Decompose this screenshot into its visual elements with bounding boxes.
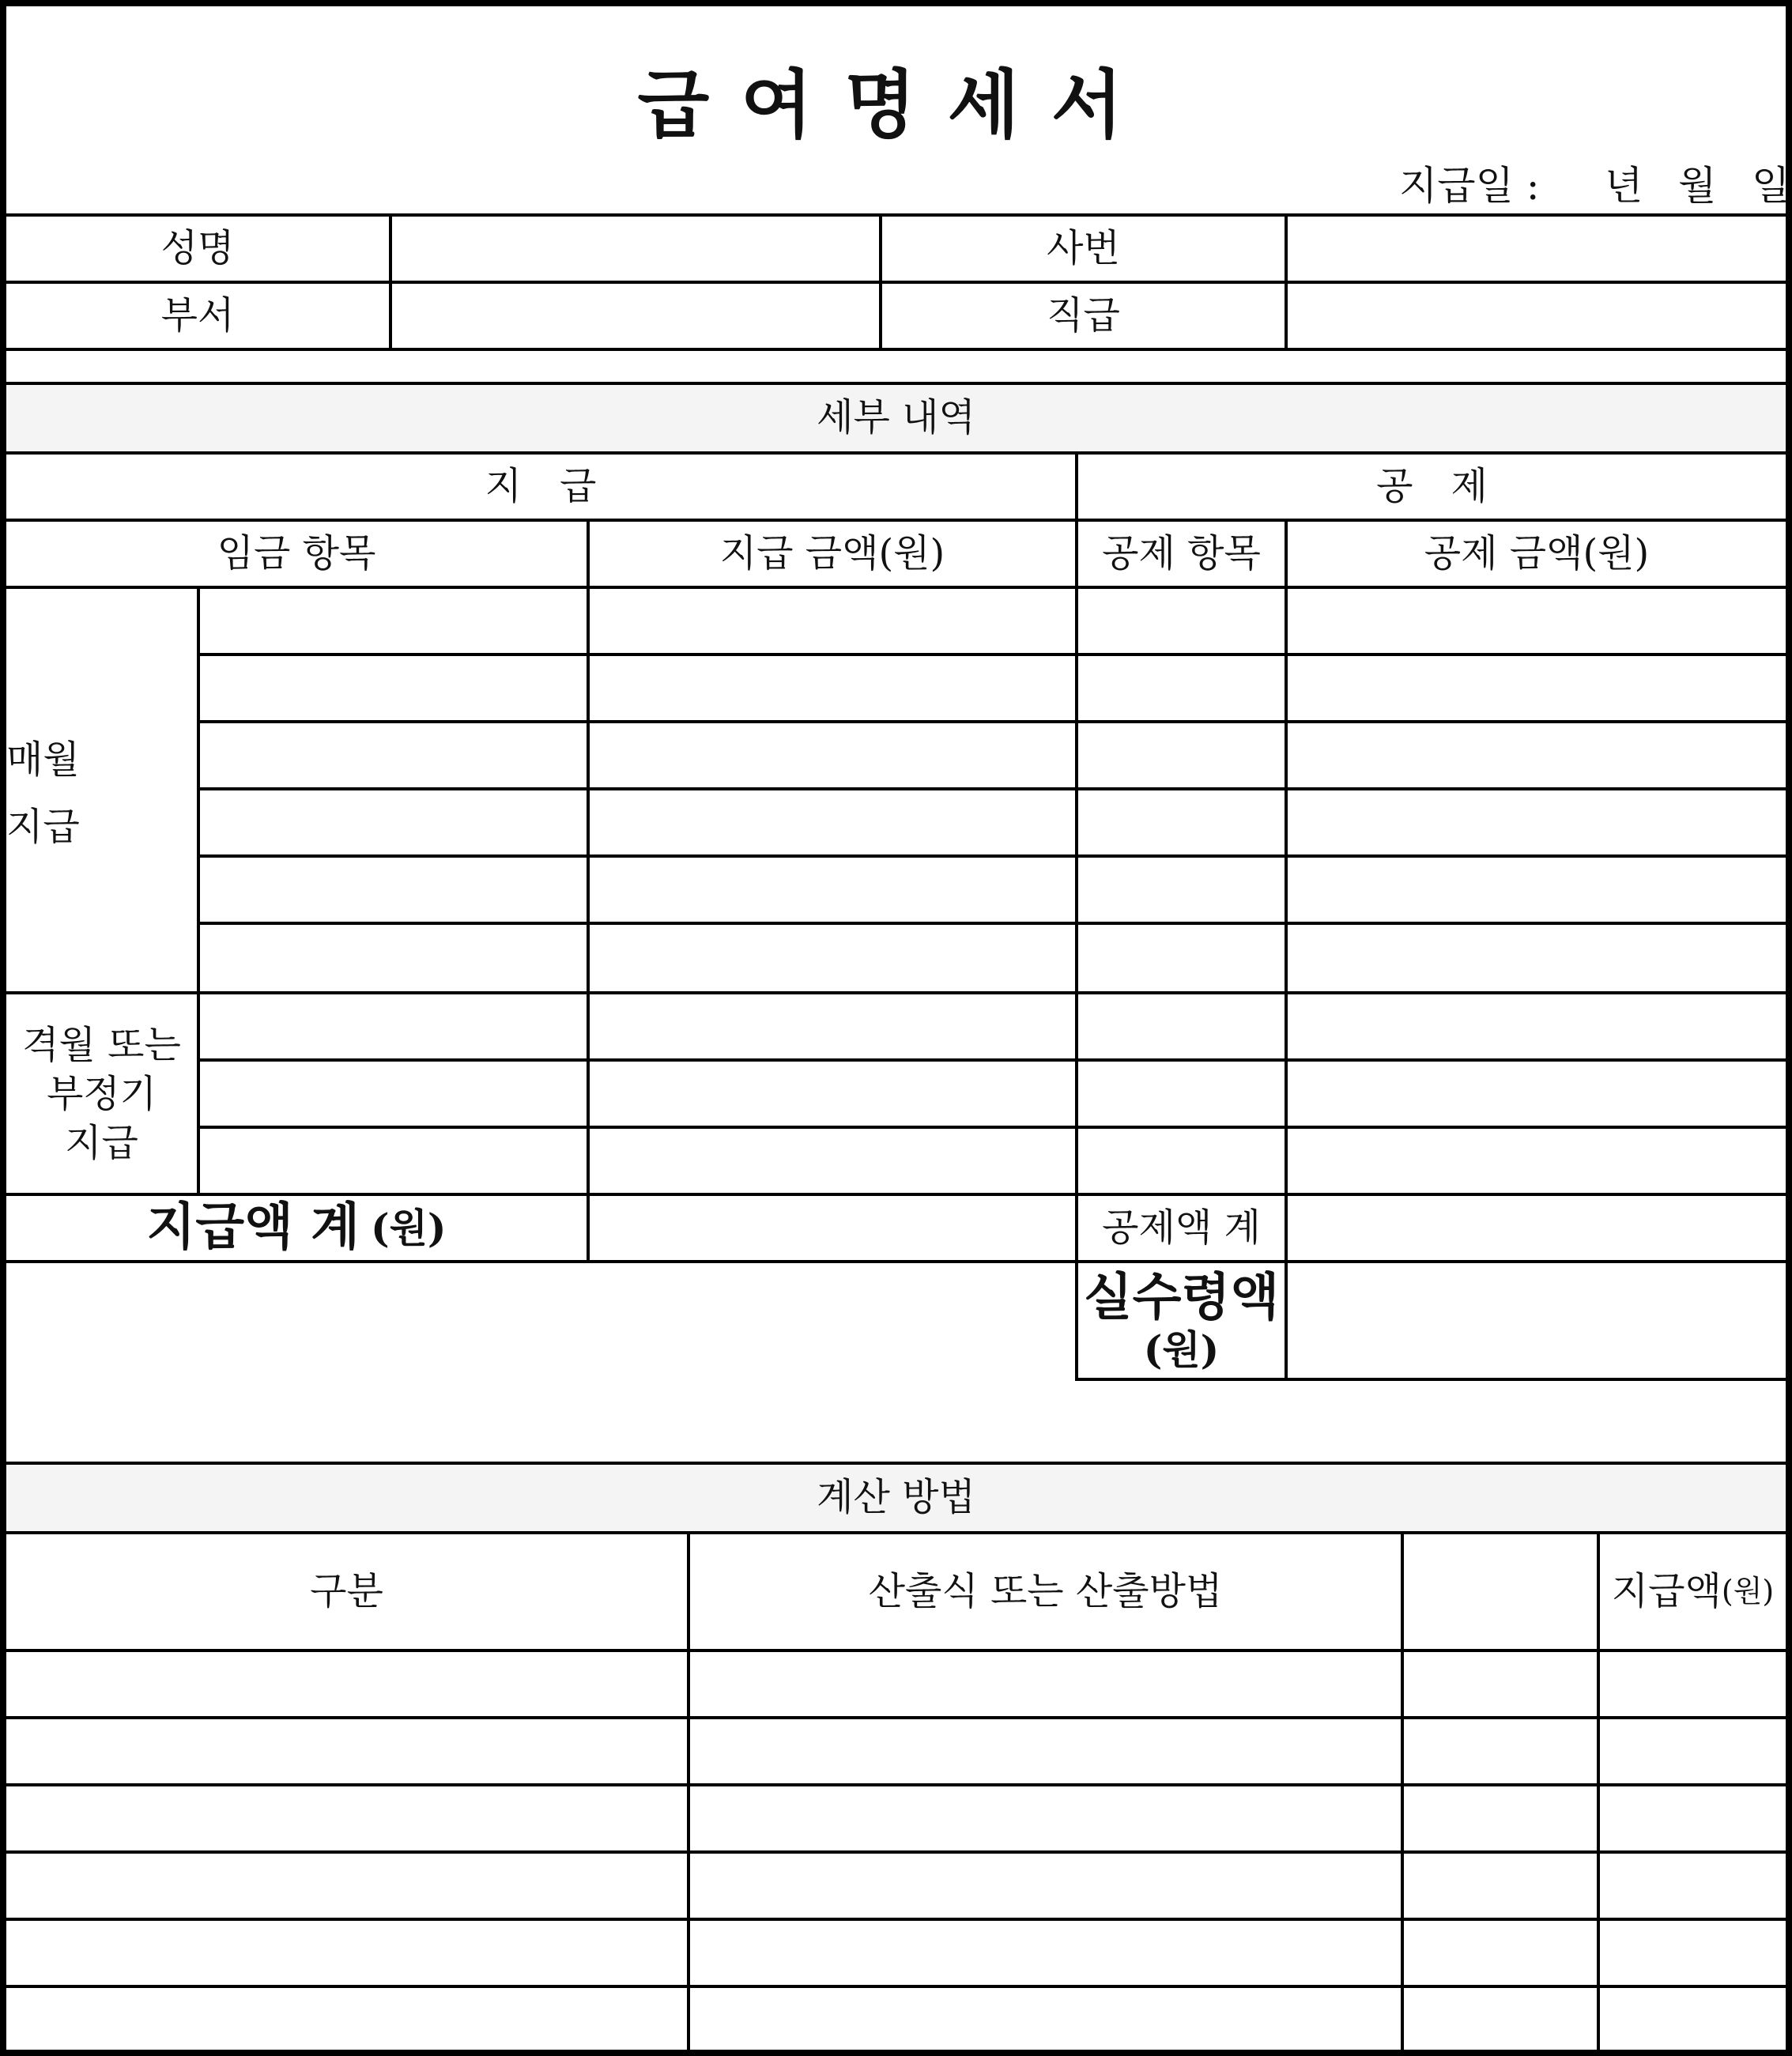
grid-line — [587, 519, 590, 1263]
pay-date — [6, 160, 1790, 211]
grid-line — [6, 1649, 1786, 1652]
grid-line — [197, 720, 1786, 723]
deduction-item-header: 공제 항목 — [1102, 530, 1261, 575]
deduction-amount-header: 공제 금액(원) — [1424, 530, 1650, 575]
grid-line — [6, 1850, 1786, 1854]
grid-line — [197, 1126, 1786, 1129]
pay-date-month: 월 — [1678, 163, 1717, 209]
amount-header — [1600, 1534, 1786, 1649]
grid-line — [6, 991, 1786, 994]
department-label: 부서 — [160, 292, 235, 338]
total-deduction-label: 공제액 계 — [1102, 1205, 1261, 1250]
total-payment-unit: (원) — [370, 1204, 447, 1251]
name-field[interactable] — [392, 217, 879, 281]
net-pay-value[interactable] — [1288, 1263, 1786, 1378]
details-section-title: 세부 내역 — [817, 395, 975, 440]
calculation-section-title: 계산 방법 — [817, 1475, 975, 1520]
position-field[interactable] — [1288, 284, 1786, 348]
pay-date-year: 년 — [1605, 163, 1643, 209]
pay-date-label: 지급일 : — [1399, 163, 1540, 209]
grid-line — [197, 653, 1786, 656]
grid-line — [6, 1985, 1786, 1988]
grid-line — [197, 1058, 1786, 1062]
grid-line — [6, 348, 1786, 351]
net-pay-unit: (원) — [1143, 1326, 1220, 1373]
irregular-label-line-2: 부정기 — [46, 1071, 157, 1116]
employee-no-label: 사번 — [1047, 225, 1120, 270]
grid-line — [6, 1918, 1786, 1921]
wage-item-header: 임금 항목 — [217, 530, 376, 575]
grid-line — [197, 787, 1786, 790]
total-payment-label — [6, 1196, 587, 1260]
total-payment-value[interactable] — [590, 1196, 1075, 1260]
formula-header: 산출식 또는 산출방법 — [868, 1568, 1223, 1613]
irregular-label-line-3: 지급 — [65, 1120, 138, 1165]
employee-no-field[interactable] — [1288, 217, 1786, 281]
grid-line — [197, 922, 1786, 925]
grid-line — [6, 1716, 1786, 1719]
net-pay-label — [1078, 1263, 1285, 1378]
total-deduction-value[interactable] — [1288, 1196, 1786, 1260]
category-header: 구분 — [310, 1568, 383, 1613]
position-label: 직급 — [1047, 292, 1120, 338]
page-title: 급여명세서 — [637, 62, 1155, 149]
grid-line — [6, 1783, 1786, 1786]
grid-line — [6, 586, 1786, 589]
grid-line — [197, 854, 1786, 858]
monthly-payment-label — [6, 589, 197, 991]
grid-line — [197, 586, 200, 1196]
monthly-label-line-1: 매월 — [6, 737, 80, 782]
department-field[interactable] — [392, 284, 879, 348]
amount-header-text: 지급액 — [1611, 1568, 1722, 1613]
total-payment-text: 지급액 계 — [146, 1198, 360, 1258]
irregular-payment-label — [6, 994, 197, 1193]
grid-line — [1075, 1378, 1786, 1381]
payment-header: 지 급 — [485, 463, 597, 508]
blank-header — [1404, 1534, 1597, 1649]
net-pay-text: 실수령액 — [1083, 1267, 1280, 1327]
deduction-header: 공 제 — [1376, 463, 1488, 508]
monthly-label-line-2: 지급 — [6, 804, 80, 849]
payment-amount-header: 지급 금액(원) — [719, 530, 945, 575]
irregular-label-line-1: 격월 또는 — [22, 1022, 181, 1067]
amount-header-unit: (원) — [1721, 1573, 1775, 1609]
name-label: 성명 — [160, 225, 235, 270]
pay-date-day: 일 — [1752, 163, 1790, 209]
